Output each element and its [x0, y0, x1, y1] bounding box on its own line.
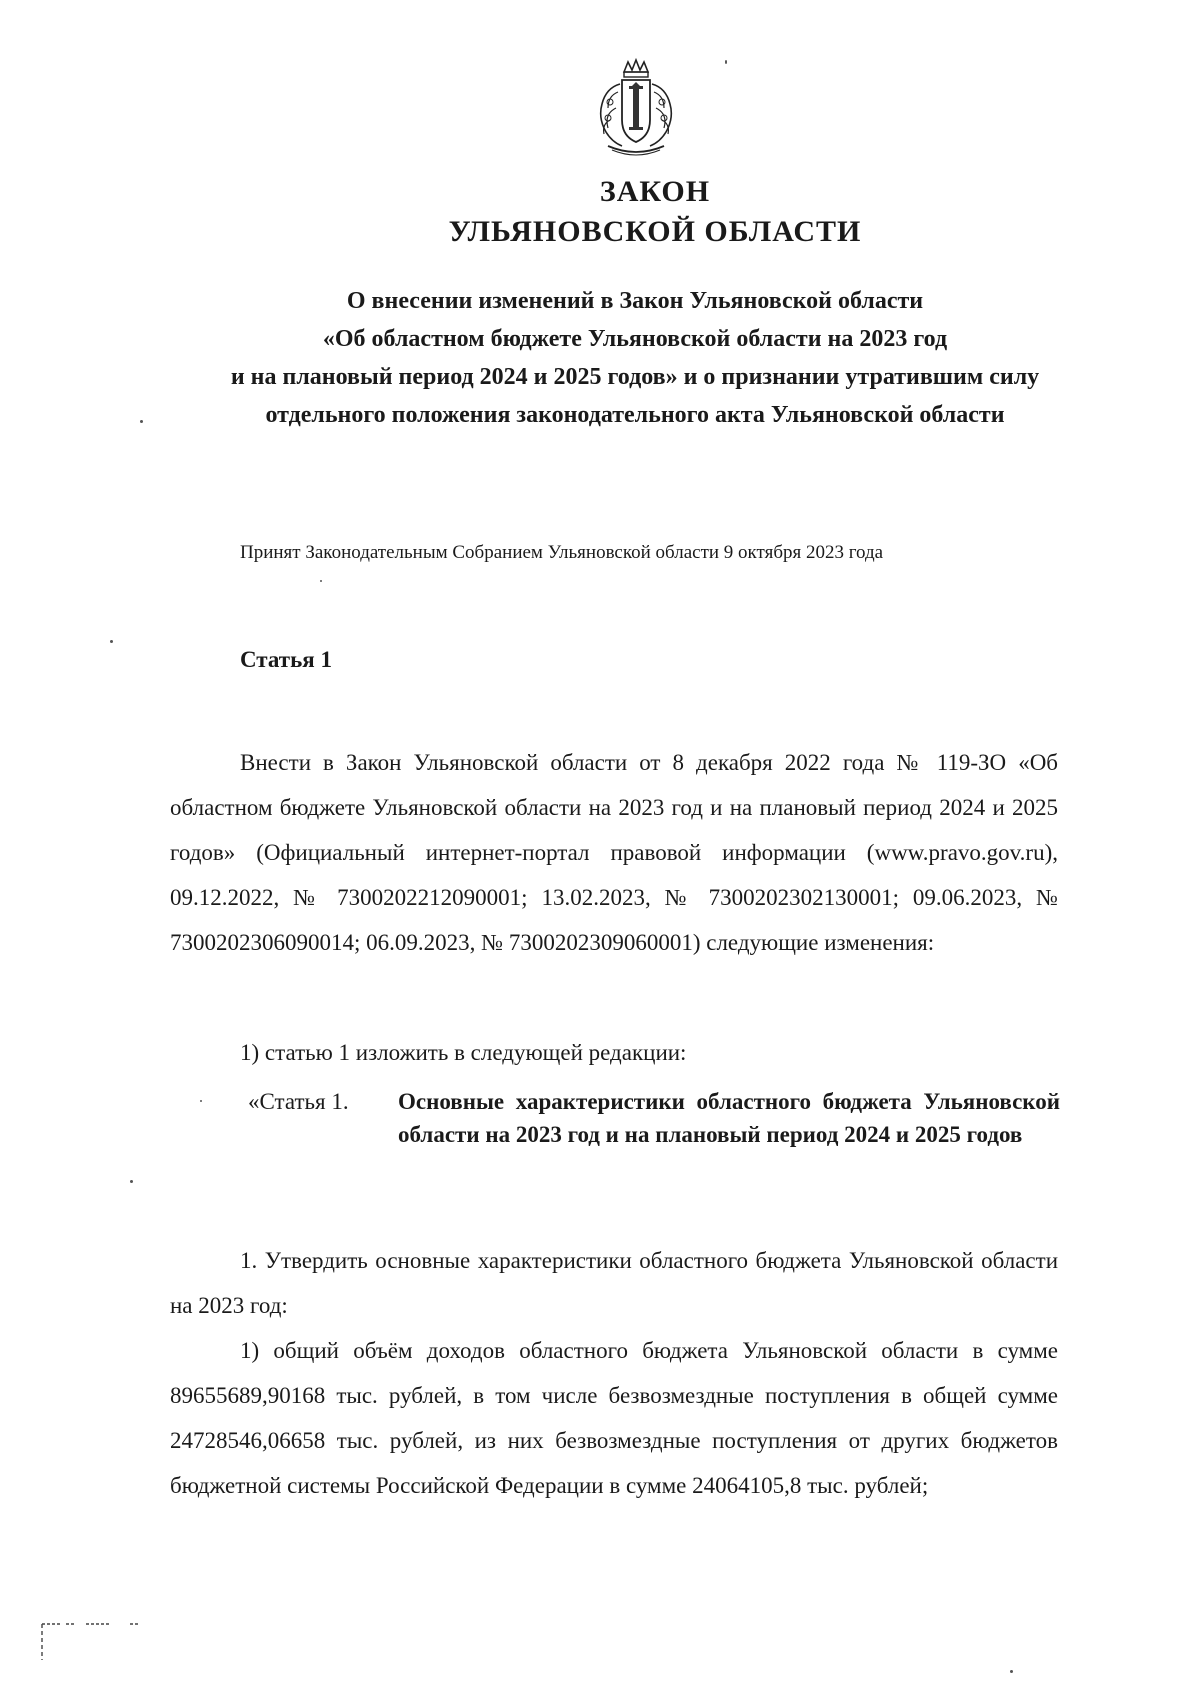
scan-speck	[110, 640, 113, 643]
subtitle-line-3: и на плановый период 2024 и 2025 годов» и о признании утратившим силу	[230, 364, 1040, 390]
adoption-note: Принят Законодательным Собранием Ульяновской области 9 октября 2023 года	[240, 542, 884, 563]
quoted-article-heading	[248, 1085, 1060, 1151]
scan-speck	[725, 60, 727, 64]
article-paragraph-1: Внести в Закон Ульяновской области от 8 декабря 2022 года № 119-ЗО «Об областном бюджете Ульяновской области на 2023 год и на плановый период 2024 и 2025 годов» (Официальный интернет-портал правовой информации (www.pravo.gov.ru), 09.12.2022, № 7300202212090001; 13.02.2023, № 7300202302130001; 09.06.2023, № 7300202306090014; 06.09.2023, № 7300202309060001) следующие изменения:	[170, 750, 1058, 955]
subtitle-line-4: отдельного положения законодательного акта Ульяновской области	[265, 402, 1005, 428]
quoted-article-label: «Статья 1.	[248, 1089, 349, 1114]
quoted-article-title: Основные характеристики областного бюджета Ульяновской области на 2023 год и на плановый период 2024 и 2025 годов	[398, 1089, 1060, 1147]
article-paragraph-3: 1) общий объём доходов областного бюджета Ульяновской области в сумме 89655689,90168 тыс. рублей, в том числе безвозмездные поступления в общей сумме 24728546,06658 тыс. рублей, из них безвозмездные поступления от других бюджетов бюджетной системы Российской Федерации в сумме 24064105,8 тыс. рублей;	[170, 1338, 1058, 1498]
title-line-region: УЛЬЯНОВСКОЙ ОБЛАСТИ	[448, 215, 862, 248]
subtitle-line-2: «Об областном бюджете Ульяновской области на 2023 год	[322, 326, 948, 352]
article-paragraph-2: 1. Утвердить основные характеристики областного бюджета Ульяновской области на 2023 год:	[170, 1248, 1058, 1318]
coat-of-arms-emblem	[588, 58, 684, 158]
scan-speck	[130, 1180, 133, 1183]
scan-speck	[140, 420, 143, 423]
document-title	[0, 172, 1200, 252]
document-subtitle	[170, 282, 1100, 434]
scan-speck	[200, 1100, 202, 1102]
article-item-1: 1) статью 1 изложить в следующей редакции:	[240, 1040, 687, 1065]
scan-speck	[1010, 1670, 1013, 1673]
scan-speck	[320, 580, 322, 582]
scan-corner-mark	[40, 1620, 160, 1670]
subtitle-line-1: О внесении изменений в Закон Ульяновской области	[346, 288, 924, 314]
title-line-law: ЗАКОН	[599, 175, 711, 208]
article-heading: Статья 1	[240, 647, 332, 672]
